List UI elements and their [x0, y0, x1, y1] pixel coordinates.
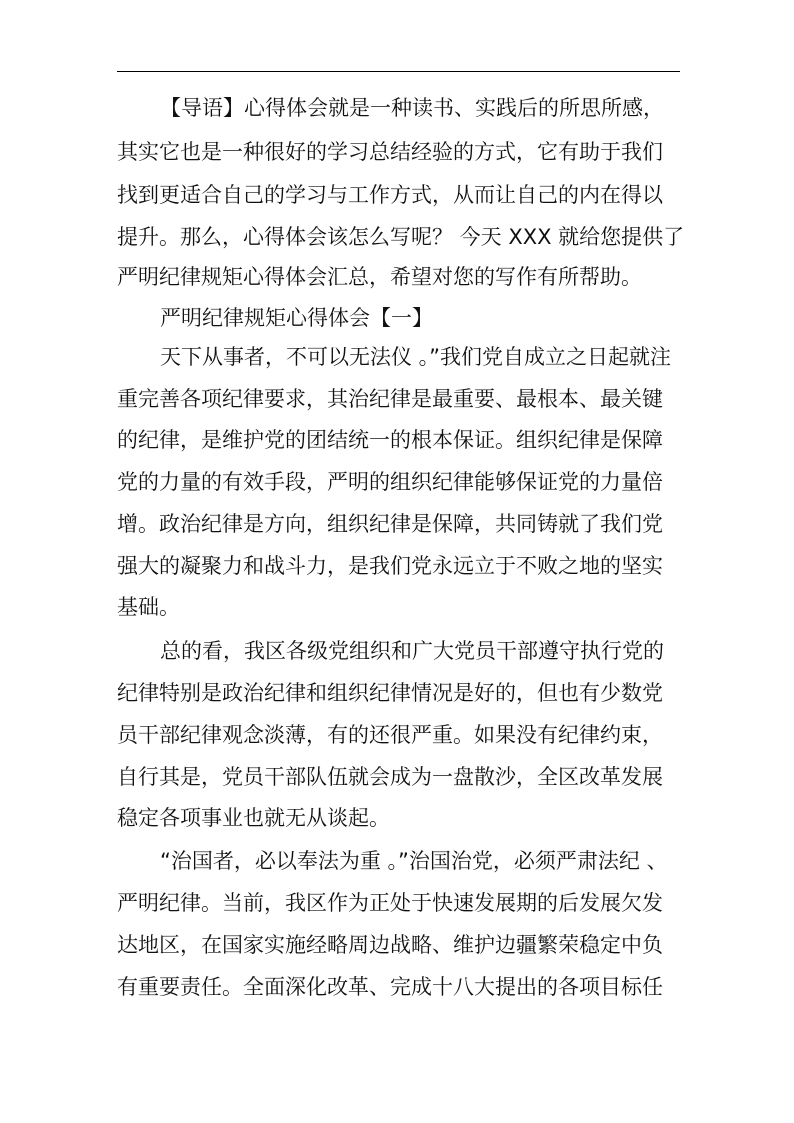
text-line: 重完善各项纪律要求，其治纪律是最重要、最根本、最关键 [117, 387, 663, 411]
section-heading: 严明纪律规矩心得体会【一】 [160, 306, 433, 330]
text-line: “治国者，必以奉法为重 。”治国治党，必须严肃法纪 、 [160, 849, 668, 873]
text-line: 有重要责任。全面深化改革、完成十八大提出的各项目标任 [117, 975, 663, 999]
text-line: 【导语】心得体会就是一种读书、实践后的所思所感， [160, 96, 664, 120]
text-line: 基础。 [117, 595, 180, 619]
text-line: 严明纪律规矩心得体会汇总，希望对您的写作有所帮助。 [117, 265, 642, 289]
text-line: 找到更适合自己的学习与工作方式，从而让自己的内在得以 [117, 183, 663, 207]
text-line: 其实它也是一种很好的学习总结经验的方式，它有助于我们 [117, 140, 663, 164]
header-rule [117, 71, 680, 72]
text-line: 提升。那么，心得体会该怎么写呢？ 今天 XXX 就给您提供了 [117, 225, 685, 249]
text-line: 的纪律，是维护党的团结统一的根本保证。组织纪律是保障 [117, 428, 663, 452]
text-line: 纪律特别是政治纪律和组织纪律情况是好的，但也有少数党 [117, 681, 663, 705]
text-line: 天下从事者，不可以无法仪 。”我们党自成立之日起就注 [160, 345, 672, 369]
text-line: 自行其是，党员干部队伍就会成为一盘散沙，全区改革发展 [117, 765, 663, 789]
text-line: 员干部纪律观念淡薄，有的还很严重。如果没有纪律约束， [117, 723, 663, 747]
text-line: 增。政治纪律是方向，组织纪律是保障，共同铸就了我们党 [117, 512, 663, 536]
text-line: 党的力量的有效手段，严明的组织纪律能够保证党的力量倍 [117, 470, 663, 494]
text-line: 严明纪律。当前，我区作为正处于快速发展期的后发展欠发 [117, 891, 663, 915]
text-line: 稳定各项事业也就无从谈起。 [117, 806, 390, 830]
text-line: 达地区，在国家实施经略周边战略、维护边疆繁荣稳定中负 [117, 933, 663, 957]
text-line: 总的看，我区各级党组织和广大党员干部遵守执行党的 [160, 639, 664, 663]
text-line: 强大的凝聚力和战斗力，是我们党永远立于不败之地的坚实 [117, 554, 663, 578]
